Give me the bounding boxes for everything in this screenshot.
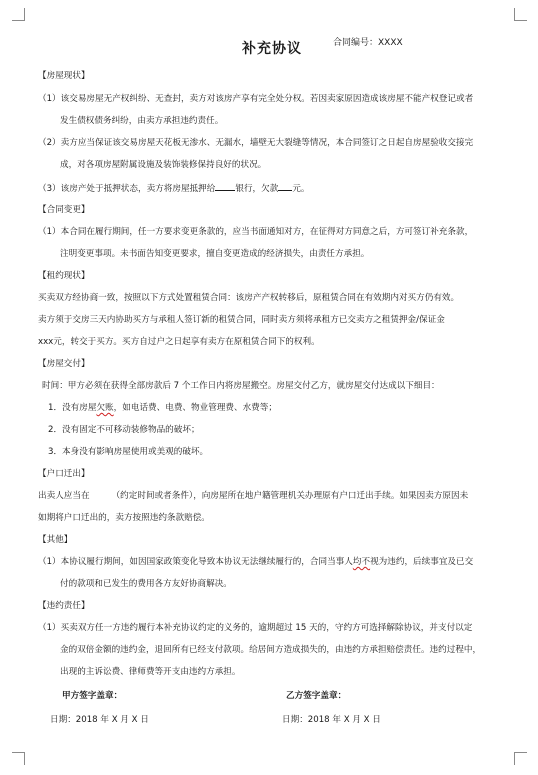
delivery-item-2: 2．没有固定不可移动装修物品的破坏； xyxy=(48,425,200,435)
household-p1-part2: （约定时间或者条件），向房屋所在地户籍管理机关办理原有户口迁出手续。如果因卖方原因未 xyxy=(111,491,469,501)
section-heading-liability: 【违约责任】 xyxy=(38,601,90,611)
delivery-item-1-part1: 没有房屋 xyxy=(62,403,97,413)
delivery-item-1-number: 1． xyxy=(48,403,63,413)
house-status-p2-line2: 成，对各项房屋附属设施及装饰装修保持良好的状况。 xyxy=(60,160,267,170)
debt-amount-blank xyxy=(278,181,292,191)
crop-mark-bottom-right xyxy=(514,752,527,765)
bank-name-blank xyxy=(215,181,235,191)
other-p1-line1 xyxy=(38,556,473,568)
crop-mark-bottom-left xyxy=(12,752,25,765)
house-status-p1-line2: 发生债权债务纠纷，由卖方承担违约责任。 xyxy=(60,116,224,126)
section-heading-other: 【其他】 xyxy=(38,535,73,545)
house-status-p1-line1: （1）该交易房屋无产权纠纷、无查封，卖方对该房产享有完全处分权。若因卖家原因造成该房屋不能产权登记或者 xyxy=(38,94,474,104)
other-p1-part2: 视为违约，后续事宜及已交 xyxy=(370,557,474,567)
liability-p1-line2: 金的双倍金额的违约金，退回所有已经支付款项。给居间方造成损失的，由违约方承担赔偿责任。违约过程中， xyxy=(60,645,482,655)
liability-p1-line1: （1）买卖双方任一方违约履行本补充协议约定的义务的，逾期超过 15 天的，守约方可选择解除协议，并支付以定 xyxy=(38,623,473,633)
house-status-p2-line1: （2）卖方应当保证该交易房屋天花板无渗水、无漏水，墙壁无大裂缝等情况，本合同签订之日起自房屋验收交接完 xyxy=(38,138,474,148)
section-heading-house-status: 【房屋现状】 xyxy=(38,71,90,81)
section-heading-contract-change: 【合同变更】 xyxy=(38,205,90,215)
contract-number: 合同编号：XXXX xyxy=(333,38,403,48)
document-title: 补充协议 xyxy=(242,41,302,57)
party-b-date: 日期：2018 年 X 月 X 日 xyxy=(282,715,381,725)
lease-status-line2: 卖方须于交房三天内协助买方与承租人签订新的租赁合同，同时卖方须将承租方已交卖方之租赁押金/保证金 xyxy=(38,315,445,325)
party-a-date: 日期：2018 年 X 月 X 日 xyxy=(50,715,149,725)
delivery-item-1 xyxy=(48,402,277,414)
lease-status-line3: xxx元，转交于买方。买方自过户之日起享有卖方在原租赁合同下的权利。 xyxy=(38,337,320,347)
lease-status-line1: 买卖双方经协商一致，按照以下方式处置租赁合同：该房产产权转移后，原租赁合同在有效期内对买方仍有效。 xyxy=(38,293,460,303)
other-p1-line2: 付的款项和已发生的费用各方友好协商解决。 xyxy=(60,579,232,589)
delivery-time-line: 时间：甲方必须在获得全部房款后 7 个工作日内将房屋搬空。房屋交付乙方，就房屋交付达成以下细目： xyxy=(42,381,440,391)
other-p1-flagged-word: 均不 xyxy=(352,557,371,567)
delivery-item-1-part2: ，如电话费、电费、物业管理费、水费等； xyxy=(113,403,277,413)
section-heading-household: 【户口迁出】 xyxy=(38,469,90,479)
other-p1-part1: （1）本协议履行期间，如因国家政策变化导致本协议无法继续履行的，合同当事人 xyxy=(38,557,353,567)
party-a-signature-label: 甲方签字盖章： xyxy=(62,691,123,701)
contract-change-p1-line2: 注明变更事项。未书面告知变更要求，擅自变更造成的经济损失，由责任方承担。 xyxy=(60,249,370,259)
delivery-item-1-flagged-word: 欠账 xyxy=(96,403,114,413)
household-p1-line2: 如期将户口迁出的，卖方按照违约条款赔偿。 xyxy=(38,513,210,523)
crop-mark-top-left xyxy=(12,8,25,21)
section-heading-house-delivery: 【房屋交付】 xyxy=(38,359,90,369)
house-status-p3-part2: 银行，欠款 xyxy=(235,184,279,194)
house-status-p3-part1: （3）该房产处于抵押状态，卖方将房屋抵押给 xyxy=(38,184,216,194)
liability-p1-line3: 出现的主诉讼费、律师费等开支由违约方承担。 xyxy=(60,667,241,677)
household-p1-part1: 出卖人应当在 xyxy=(38,491,90,501)
delivery-item-3: 3．本身没有影响房屋使用或美观的破坏。 xyxy=(48,447,209,457)
contract-change-p1-line1: （1）本合同在履行期间，任一方要求变更条款的，应当书面通知对方，在征得对方同意之后，方可签订补充条款， xyxy=(38,227,474,237)
party-b-signature-label: 乙方签字盖章： xyxy=(286,691,347,701)
house-status-p3 xyxy=(38,181,310,195)
crop-mark-top-right xyxy=(514,8,527,21)
house-status-p3-part3: 元。 xyxy=(292,184,310,194)
household-p1-line1 xyxy=(38,490,468,502)
section-heading-lease-status: 【租约现状】 xyxy=(38,271,90,281)
